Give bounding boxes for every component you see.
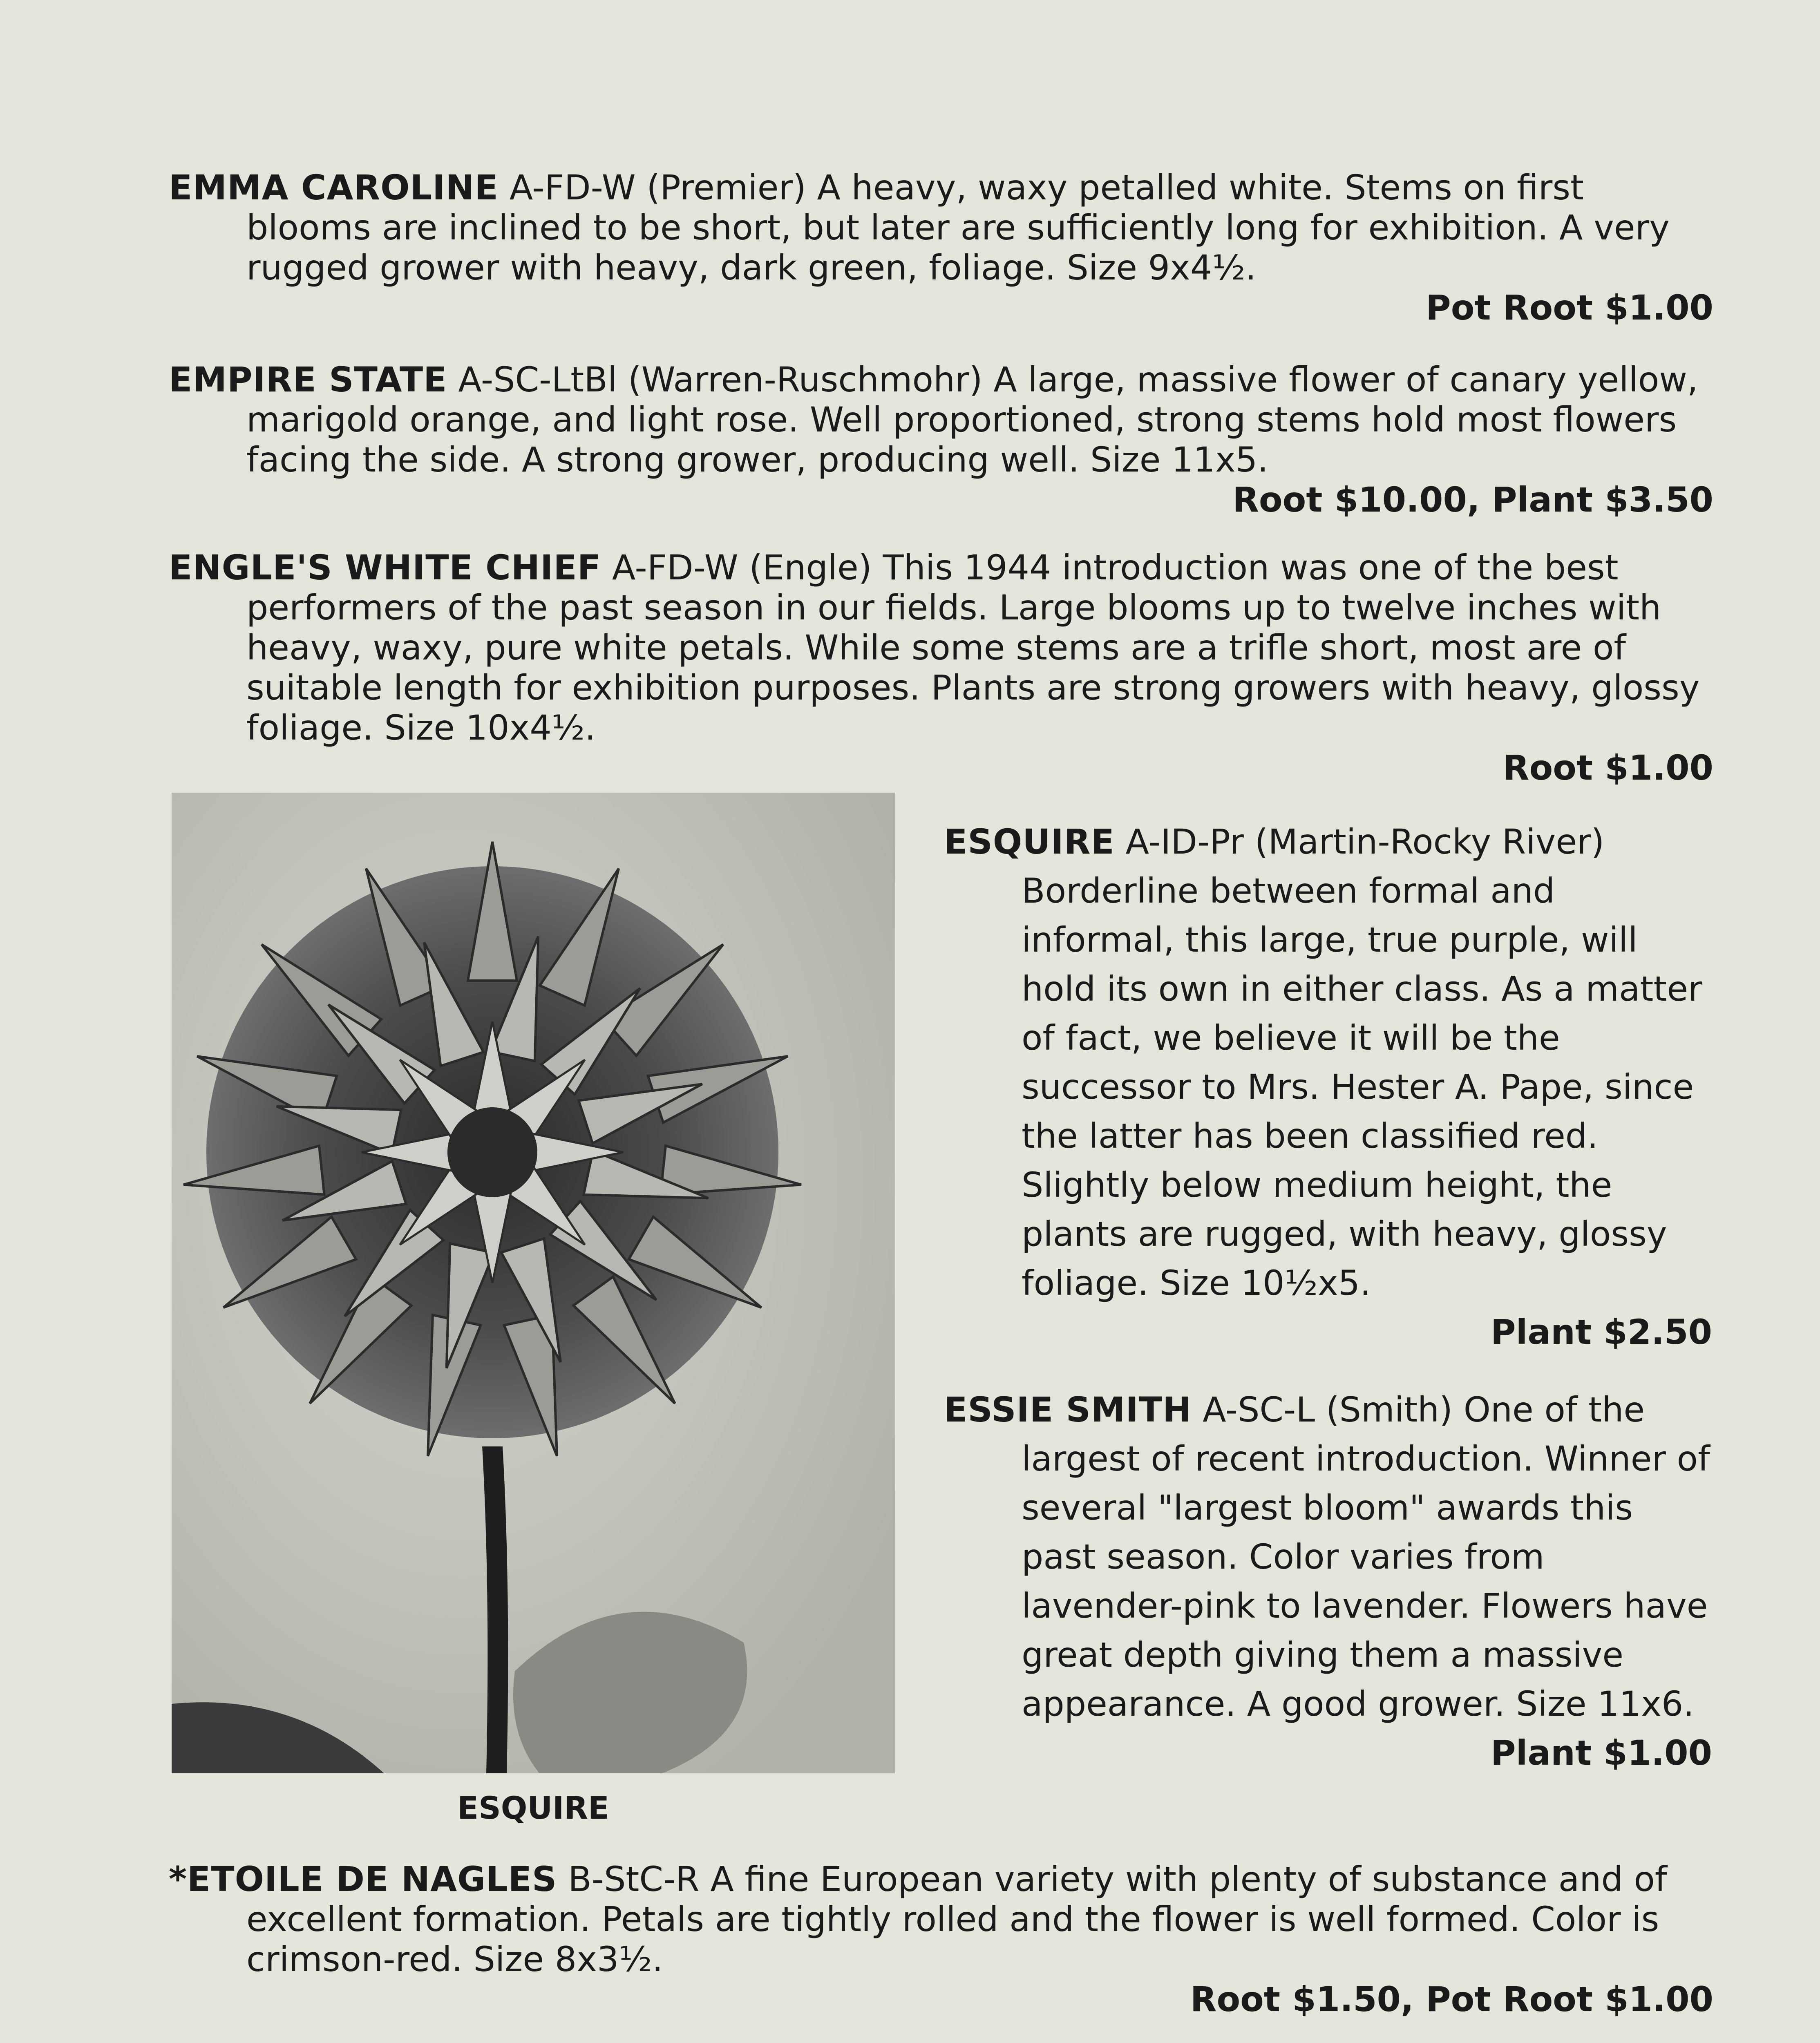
entry-empire-state (169, 360, 1713, 520)
dahlia-illustration (172, 793, 895, 1773)
entry-price: Root $1.00 (1503, 748, 1713, 788)
entry-price: Plant $1.00 (1491, 1733, 1712, 1773)
entry-name: ESSIE SMITH (944, 1390, 1192, 1430)
entry-name: EMMA CAROLINE (169, 168, 499, 208)
entry-text: A-FD-W (Premier) A heavy, waxy petalled white. Stems on first blooms are inclined to be short, but later are sufficiently long for exhibition. A very rugged grower with heavy, dark green, foliage. Size 9x4½. (246, 168, 1670, 288)
esquire-dahlia-photo (172, 793, 895, 1773)
entry-engles-white-chief (169, 548, 1713, 788)
entry-text: A-FD-W (Engle) This 1944 introduction was one of the best performers of the past season in our fields. Large blooms up to twelve inches with heavy, waxy, pure white petals. While some stems are a trifle short, most are of suitable length for exhibition purposes. Plants are strong growers with heavy, glossy foliage. Size 10x4½. (246, 548, 1700, 748)
entry-emma-caroline (169, 168, 1713, 328)
entry-esquire (944, 817, 1712, 1357)
entry-price: Root $10.00, Plant $3.50 (1232, 480, 1713, 520)
entry-price: Root $1.50, Pot Root $1.00 (1190, 1979, 1713, 2019)
entry-price: Plant $2.50 (1491, 1312, 1712, 1352)
entry-text: A-ID-Pr (Martin-Rocky River) Borderline between formal and informal, this large, true purple, will hold its own in either class. As a matter of fact, we believe it will be the successor to Mrs. Hester A. Pape, since the latter has been classified red. Slightly below medium height, the plants are rugged, with heavy, glossy foliage. Size 10½x5. (1022, 822, 1702, 1303)
entry-text: A-SC-LtBl (Warren-Ruschmohr) A large, massive flower of canary yellow, marigold orange, and light rose. Well proportioned, strong stems hold most flowers facing the side. A strong grower, producing well. Size 11x5. (246, 360, 1698, 480)
entry-name: *ETOILE DE NAGLES (169, 1859, 557, 1899)
entry-name: ESQUIRE (944, 822, 1115, 862)
entry-name: ENGLE'S WHITE CHIEF (169, 548, 601, 588)
entry-name: EMPIRE STATE (169, 360, 447, 400)
entry-essie-smith (944, 1385, 1712, 1777)
photo-caption: ESQUIRE (457, 1790, 609, 1826)
entry-text: A-SC-L (Smith) One of the largest of recent introduction. Winner of several "largest bloom" awards this past season. Color varies from lavender-pink to lavender. Flowers have great depth giving them a massive appearance. A good grower. Size 11x6. (1022, 1390, 1710, 1724)
entry-text: B-StC-R A fine European variety with plenty of substance and of excellent formation. Petals are tightly rolled and the flower is well formed. Color is crimson-red. Size 8x3½. (246, 1859, 1667, 1979)
entry-price: Pot Root $1.00 (1426, 288, 1713, 328)
entry-etoile-de-nagles (169, 1859, 1713, 2019)
